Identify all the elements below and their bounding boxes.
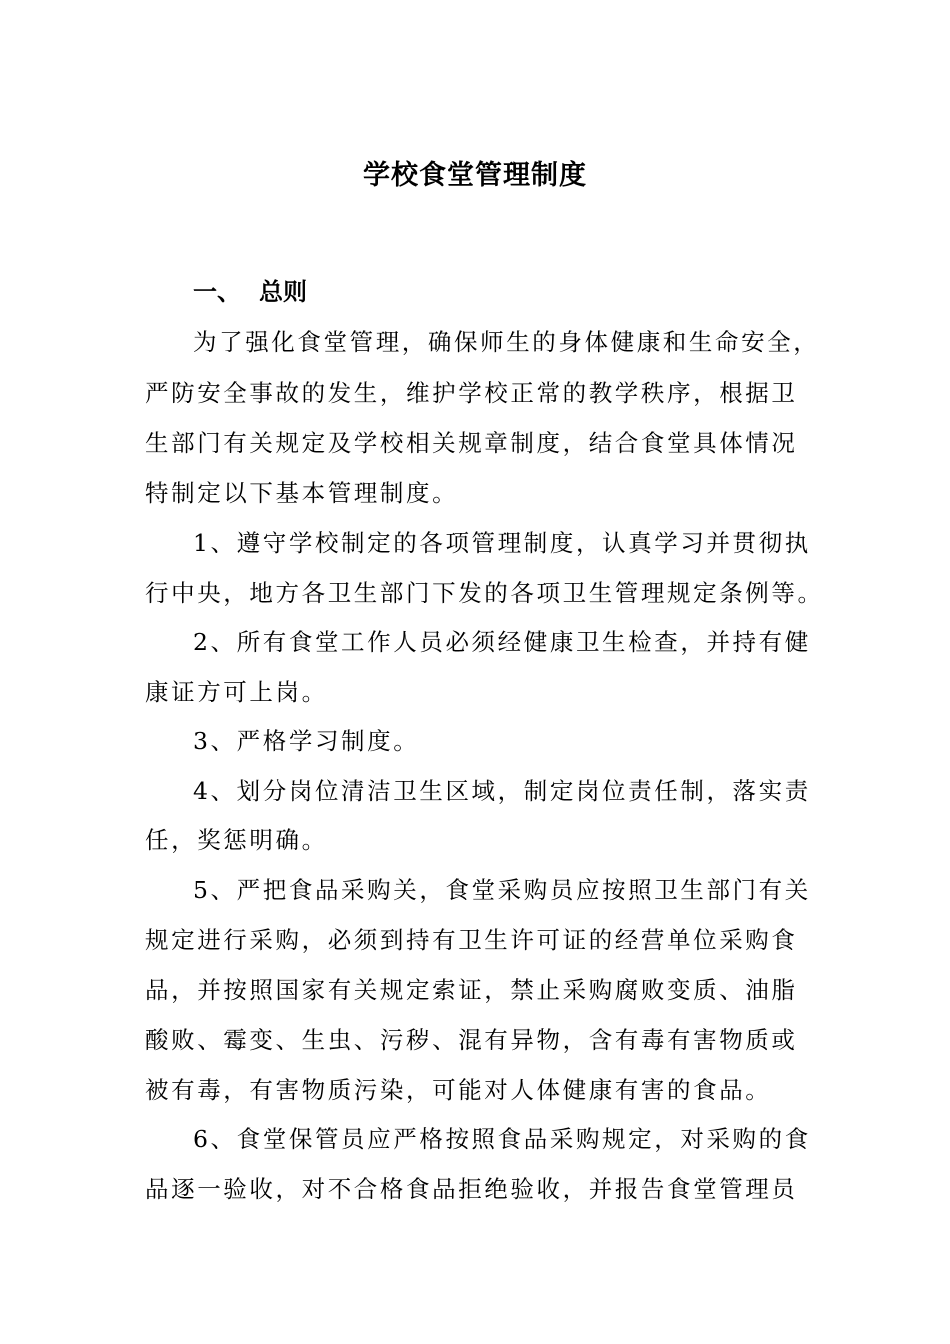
- paragraph-line: 康证方可上岗。: [145, 678, 328, 706]
- paragraph-line: 品，并按照国家有关规定索证，禁止采购腐败变质、油脂: [145, 976, 798, 1004]
- paragraph-line: 为了强化食堂管理，确保师生的身体健康和生命安全，: [193, 328, 820, 356]
- document-title: 学校食堂管理制度: [363, 160, 587, 191]
- paragraph-line: 2、所有食堂工作人员必须经健康卫生检查，并持有健: [193, 628, 811, 656]
- paragraph-line: 1、遵守学校制定的各项管理制度，认真学习并贯彻执: [193, 529, 811, 557]
- paragraph-line: 品逐一验收，对不合格食品拒绝验收，并报告食堂管理员: [145, 1175, 798, 1203]
- section-heading: [193, 272, 307, 312]
- paragraph-line: 被有毒，有害物质污染，可能对人体健康有害的食品。: [145, 1076, 772, 1104]
- paragraph-line: 行中央，地方各卫生部门下发的各项卫生管理规定条例等。: [145, 579, 824, 607]
- paragraph-line: 生部门有关规定及学校相关规章制度，结合食堂具体情况: [145, 429, 798, 457]
- paragraph-line: 任，奖惩明确。: [145, 826, 328, 854]
- section-number: 一、: [193, 278, 241, 306]
- paragraph-line: 4、划分岗位清洁卫生区域，制定岗位责任制，落实责: [193, 777, 811, 805]
- paragraph-line: 酸败、霉变、生虫、污秽、混有异物，含有毒有害物质或: [145, 1026, 798, 1054]
- paragraph-line: 6、食堂保管员应严格按照食品采购规定，对采购的食: [193, 1125, 811, 1153]
- paragraph-line: 5、严把食品采购关，食堂采购员应按照卫生部门有关: [193, 876, 811, 904]
- section-heading-text: 总则: [259, 278, 307, 306]
- paragraph-line: 3、严格学习制度。: [193, 727, 420, 755]
- paragraph-line: 特制定以下基本管理制度。: [145, 479, 459, 507]
- paragraph-line: 规定进行采购，必须到持有卫生许可证的经营单位采购食: [145, 926, 798, 954]
- paragraph-line: 严防安全事故的发生，维护学校正常的教学秩序，根据卫: [145, 379, 798, 407]
